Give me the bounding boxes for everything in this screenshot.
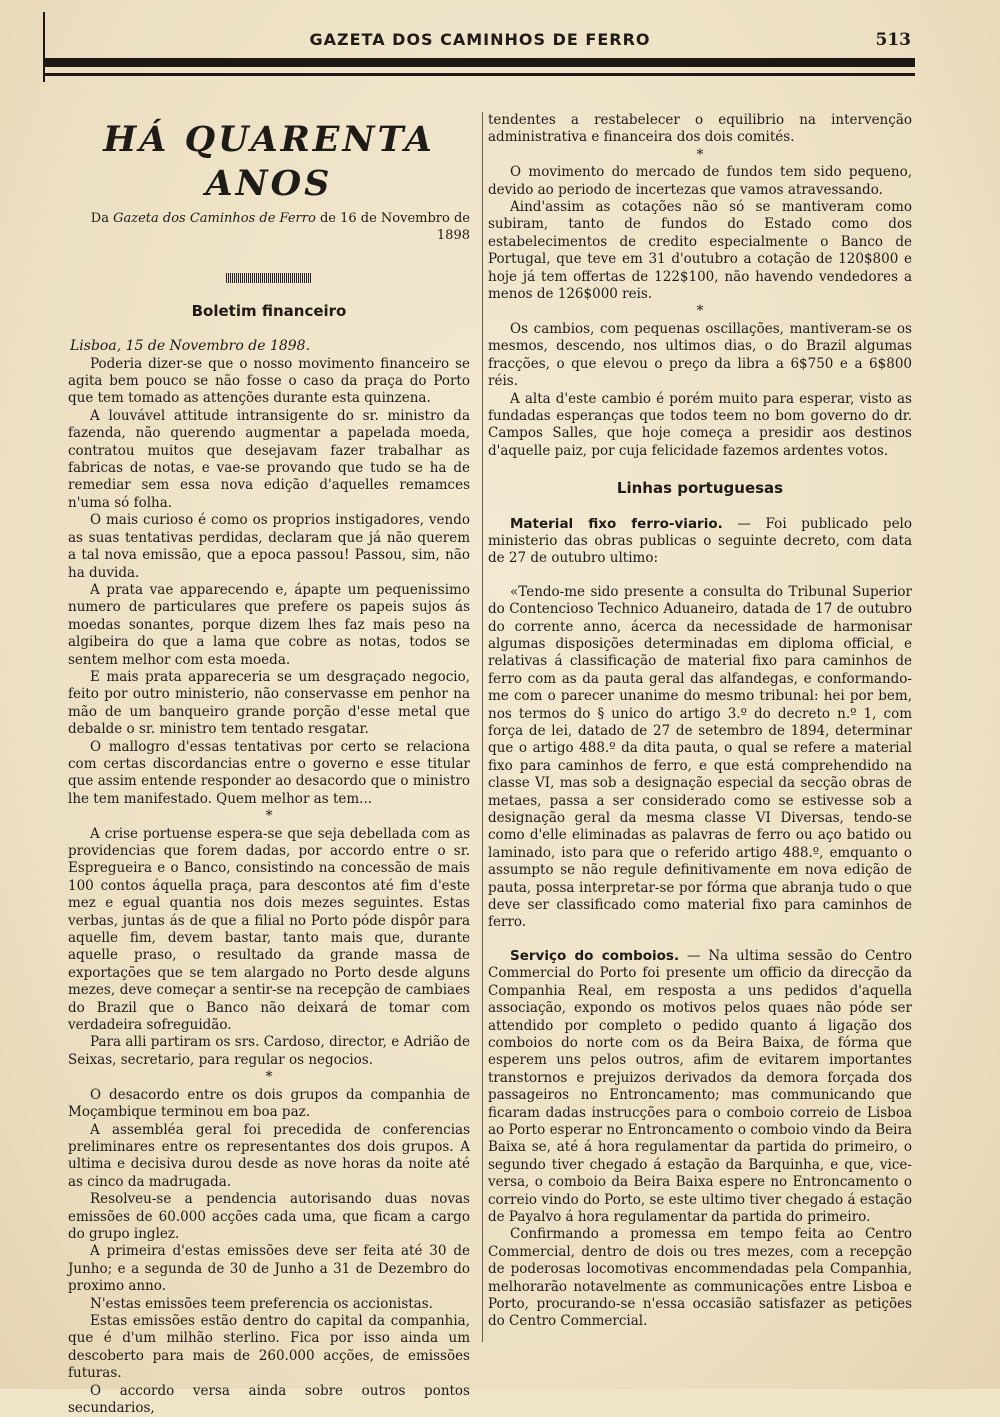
page-number: 513 bbox=[875, 30, 911, 50]
section-star: * bbox=[696, 146, 704, 163]
subtitle-suffix: de 16 de Novembro de 1898 bbox=[315, 211, 470, 244]
ornament-rule bbox=[226, 273, 312, 283]
running-header bbox=[45, 28, 915, 54]
paragraph: O mallogro d'essas tentativas por certo se relaciona com certas discordancias entre o governo e esse titular que assim entende responder ao desacordo que o ministro lhe tem manifestado. Quem melhor as tem... bbox=[68, 738, 470, 807]
paragraph: A crise portuense espera-se que seja debellada com as providencias que forem dadas, por accordo entre o sr. Espregueira e o Banco, consistindo na concessão de mais 100 contos áquella praça, para descontos até fim d'este mez e egual quantia nos dois mezes seguintes. Estas verbas, juntas ás de que a filial no Porto póde dispôr para aquelle fim, devem bastar, tanto mais que, durante aquelle praso, o resultado da grande massa de exportações que se tem alargado no Porto desde alguns mezes, deve começar a sentir-se na recepção de cambiaes do Brazil que o Banco não deixará de tomar com verdadeira sofreguidão. bbox=[68, 825, 470, 1034]
paragraph bbox=[488, 516, 912, 568]
paragraph: tendentes a restabelecer o equilibrio na intervenção administrativa e financeira dos dois comités. bbox=[488, 112, 912, 146]
runin-servico-comboios: Serviço do comboios. bbox=[510, 947, 680, 964]
decree-quote: «Tendo-me sido presente a consulta do Tribunal Superior do Contencioso Technico Aduaneiro, datada de 17 de outubro do corrente anno, ácerca da necessidade de harmonisar algumas disposições determinadas em diploma official, e relativas á classificação de material fixo para caminhos de ferro com as da pauta geral das alfandegas, e conformando-me com o parecer unanime do mesmo tribunal: hei por bem, nos termos do § unico do artigo 3.º do decreto n.º 1, com força de lei, datado de 27 de setembro de 1894, determinar que o artigo 488.º da dita pauta, o qual se refere a material fixo para caminhos de ferro, e que está comprehendido na classe VI, mas sob a designação especial da secção obras de metaes, passa a ser considerado como se estivesse sob a designação geral da mesma classe VI Diversas, tendo-se como d'elle eliminadas as palavras de ferro ou aço batido ou laminado, isto para que o referido artigo 488.º, emquanto o assumpto se não regule definitivamente em nova edição de pauta, possa interpretar-se por fórma que abranja tudo o que deve ser classificado como material fixo para caminhos de ferro. bbox=[488, 583, 912, 931]
paragraph: N'estas emissões teem preferencia os accionistas. bbox=[90, 1295, 433, 1312]
spacer bbox=[488, 932, 912, 948]
subtitle-prefix: Da bbox=[90, 211, 114, 226]
subtitle-source: Gazeta dos Caminhos de Ferro bbox=[113, 211, 316, 226]
paragraph: A alta d'este cambio é porém muito para esperar, visto as fundadas esperanças que todos teem no bom governo do dr. Campos Salles, que hoje começa a presidir aos destinos d'aquelle paiz, por cuja felicidade fazemos ardentes votos. bbox=[488, 390, 912, 459]
paragraph: Confirmando a promessa em tempo feita ao Centro Commercial, dentro de dois ou tres mezes, com a recepção de poderosas locomotivas encommendadas pela Companhia, melhorarão notavelmente as communicações entre Lisboa e Porto, procurando-se n'essa occasião satisfazer as petições do Centro Commercial. bbox=[488, 1226, 912, 1330]
paragraph: Para alli partiram os srs. Cardoso, director, e Adrião de Seixas, secretario, para regular os negocios. bbox=[68, 1034, 470, 1068]
dateline bbox=[68, 338, 470, 355]
paragraph bbox=[488, 948, 912, 1227]
column-divider bbox=[482, 112, 483, 1342]
paragraph: O accordo versa ainda sobre outros pontos secundarios, bbox=[68, 1382, 470, 1416]
paragraph: Resolveu-se a pendencia autorisando duas novas emissões de 60.000 acções cada uma, que ficam a cargo do grupo inglez. bbox=[68, 1191, 470, 1242]
paragraph: Os cambios, com pequenas oscillações, mantiveram-se os mesmos, descendo, nos ultimos dias, o do Brazil algumas fracções, o que elevou o preço da libra a 6$750 e a 6$800 réis. bbox=[488, 320, 912, 390]
paragraph: A primeira d'estas emissões deve ser feita até 30 de Junho; e a segunda de 30 de Junho a 31 de Dezembro do proximo anno. bbox=[68, 1243, 470, 1295]
paragraph: A louvável attitude intransigente do sr. ministro da fazenda, não querendo augmentar a papelada moeda, contratou muitos que desejavam fazer trabalhar as fabricas de notas, e vae-se provando que tudo se ha de remediar sem essa nova edição d'aquelles remamces n'uma só folha. bbox=[68, 407, 470, 511]
paragraph-text: — Foi publicado pelo ministerio das obras publicas o seguinte decreto, com data de 27 de outubro ultimo: bbox=[488, 515, 913, 567]
paragraph-text: — Na ultima sessão do Centro Commercial do Porto foi presente um officio da direcção da Companhia Real, em resposta a uns pedidos d'aquella associação, expondo os motivos pelos quaes não póde ser attendido por completo o pedido quanto á ligação dos comboios do norte com os da Beira Baixa, de fórma que esperem uns pelos outros, afim de evitarem importantes transtornos e prejuizos derivados da demora forçada dos passageiros no Entroncamento; mas communicando que ficaram dadas instrucções para o comboio correio de Lisboa ao Porto esperar no Entroncamento o comboio vindo da Beira Baixa se, até á hora regulamentar da partida do primeiro, o segundo tiver chegado á estação da Barquinha, e que, vice-versa, o comboio da Beira Baixa espere no Entroncamento o correio vindo do Porto, se este ultimo tiver chegado á estação de Payalvo á hora regulamentar da partida do primeiro. bbox=[488, 947, 913, 1225]
section-star: * bbox=[265, 1069, 273, 1086]
left-column bbox=[68, 112, 470, 1417]
journal-title: GAZETA DOS CAMINHOS DE FERRO bbox=[309, 30, 651, 49]
header-rule-thin bbox=[45, 73, 915, 76]
section-star: * bbox=[265, 808, 273, 825]
article-title: HÁ QUARENTA ANOS bbox=[103, 119, 435, 204]
section-title-boletim: Boletim financeiro bbox=[191, 301, 347, 320]
paragraph: O movimento do mercado de fundos tem sido pequeno, devido ao periodo de incertezas que vamos atravessando. bbox=[488, 164, 912, 198]
header-rule-thick bbox=[45, 58, 915, 67]
paragraph: A prata vae apparecendo e, ápарte um pequenissimo numero de particulares que prefere os papeis sujos ás moedas sonantes, porque dizem lhes faz mais peso na algibeira do que a lama que cobre as notas, todos se sentem melhor com esta moeda. bbox=[68, 581, 470, 668]
section-title-linhas: Linhas portuguesas bbox=[616, 479, 784, 498]
article-subtitle bbox=[68, 210, 470, 245]
paragraph: O desacordo entre os dois grupos da companhia de Moçambique terminou em boa paz. bbox=[68, 1086, 470, 1121]
paragraph: E mais prata appareceria se um desgraçado negocio, feito por outro ministerio, não conservasse em penhor na mão de um banqueiro grande porção d'esse metal que debalde o sr. ministro tem tentado resgatar. bbox=[68, 668, 470, 738]
section-star: * bbox=[696, 303, 704, 320]
runin-material-fixo: Material fixo ferro-viario. bbox=[510, 515, 723, 532]
right-column bbox=[488, 112, 912, 1331]
paragraph: Estas emissões estão dentro do capital da companhia, que é d'um milhão sterlino. Fica por isso ainda um descoberto para mais de 260.000 acções, de emissões futuras. bbox=[68, 1312, 470, 1382]
paragraph: Aind'assim as cotações não só se mantiveram como subiram, tanto de fundos do Estado como dos estabelecimentos de credito especialmente o Banco de Portugal, que teve em 31 d'outubro a cotação de 120$800 e hoje já tem offertas de 122$100, não havendo vendedores a menos de 126$000 reis. bbox=[488, 199, 912, 303]
paragraph: O mais curioso é como os proprios instigadores, vendo as suas tentativas perdidas, declaram que já não querem a tal nova emissão, que a epoca passou! Passou, sim, não ha duvida. bbox=[68, 512, 470, 581]
paragraph: Poderia dizer-se que o nosso movimento financeiro se agita bem pouco se não fosse o caso da praça do Porto que tem tomado as attenções durante esta quinzena. bbox=[68, 355, 470, 407]
dateline-text: Lisboa, 15 de Novembro de 1898. bbox=[70, 338, 311, 355]
spacer bbox=[488, 568, 912, 584]
paragraph: A assembléa geral foi precedida de conferencias preliminares entre os representantes dos dois grupos. A ultima e decisiva durou desde as nove horas da noite até as cinco da madrugada. bbox=[68, 1121, 470, 1190]
